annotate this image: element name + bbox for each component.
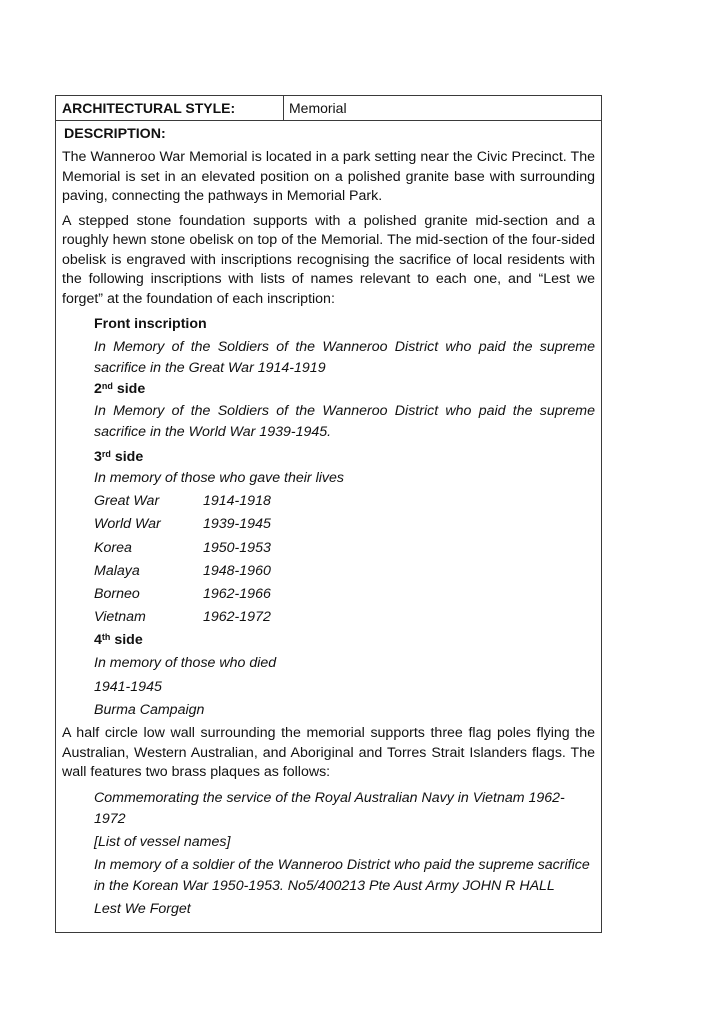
conflict-row	[94, 513, 595, 536]
side-3-word: side	[110, 449, 144, 465]
side-3-ordinal-suffix: rd	[101, 449, 111, 459]
conflict-name: Great War	[94, 493, 160, 510]
conflict-years: 1962-1966	[203, 586, 271, 603]
plaques-list	[62, 788, 595, 920]
side-4-line: 1941-1945	[94, 678, 162, 695]
conflict-name: Vietnam	[94, 609, 146, 626]
side-2-number: 2	[94, 380, 102, 397]
description-paragraph-1: The Wanneroo War Memorial is located in a park setting near the Civic Precinct. The Memorial is set in an elevated position on a polished granite base with surrounding paving, connecting the pathways in Memorial Park.	[62, 149, 595, 204]
side-2-ordinal-suffix: nd	[101, 380, 113, 391]
architectural-style-value: Memorial	[289, 100, 347, 116]
side-4-line: In memory of those who died	[94, 655, 277, 672]
conflict-years: 1950-1953	[203, 539, 271, 556]
front-inscription-heading: Front inscription	[94, 316, 207, 332]
conflict-name: Borneo	[94, 586, 140, 603]
side-4-word: side	[110, 632, 143, 649]
conflict-name: Korea	[94, 539, 132, 556]
side-2-word: side	[112, 380, 146, 397]
side-4-heading	[94, 629, 595, 652]
description-paragraph-3: A half circle low wall surrounding the memorial supports three flag poles flying the Australian, Western Australian, and Aboriginal and Torres Strait Islanders flags. The wall features two brass plaques as follows:	[62, 725, 595, 781]
conflict-years: 1962-1972	[203, 609, 271, 626]
side-3-heading	[94, 447, 595, 467]
description-cell	[56, 121, 601, 932]
front-inscription-text: In Memory of the Soldiers of the Wanneroo District who paid the supreme sacrifice in the Great War 1914-1919	[94, 338, 595, 376]
architectural-style-label: ARCHITECTURAL STYLE:	[56, 96, 284, 120]
conflict-name: World War	[94, 516, 161, 533]
heritage-record-table	[55, 95, 602, 933]
conflict-row	[94, 606, 595, 629]
plaque-text: In memory of a soldier of the Wanneroo District who paid the supreme sacrifice in the Korean War 1950-1953. No5/400213 Pte Aust Army JOHN R HALL	[94, 856, 590, 894]
conflict-years: 1914-1918	[203, 493, 271, 510]
conflict-name: Malaya	[94, 562, 140, 579]
side-4-ordinal-suffix: th	[101, 632, 111, 643]
conflict-years: 1939-1945	[203, 516, 271, 533]
conflict-row	[94, 537, 595, 560]
conflict-years: 1948-1960	[203, 562, 271, 579]
architectural-style-row	[56, 96, 601, 121]
side-3-number: 3	[94, 449, 102, 465]
plaque-text: Lest We Forget	[94, 900, 191, 917]
conflict-row	[94, 490, 595, 513]
conflict-row	[94, 583, 595, 606]
description-heading: DESCRIPTION:	[64, 126, 166, 142]
description-paragraph-2: A stepped stone foundation supports with a polished granite mid-section and a roughly hewn stone obelisk on top of the Memorial. The mid-section of the four-sided obelisk is engraved with inscriptions recognising the sacrifice of local residents with the following inscriptions with lists of names relevant to each one, and “Lest we forget” at the foundation of each inscription:	[62, 212, 595, 307]
side-2-heading	[94, 379, 595, 399]
side-4-line: Burma Campaign	[94, 701, 205, 718]
plaque-text: Commemorating the service of the Royal Australian Navy in Vietnam 1962- 1972	[94, 789, 565, 827]
conflict-row	[94, 560, 595, 583]
side-3-intro: In memory of those who gave their lives	[94, 470, 344, 486]
side-4-number: 4	[94, 632, 102, 649]
side-2-text: In Memory of the Soldiers of the Wanneroo District who paid the supreme sacrifice in the World War 1939-1945.	[94, 403, 595, 440]
plaque-text: [List of vessel names]	[94, 833, 231, 850]
inscriptions-list	[62, 314, 595, 722]
